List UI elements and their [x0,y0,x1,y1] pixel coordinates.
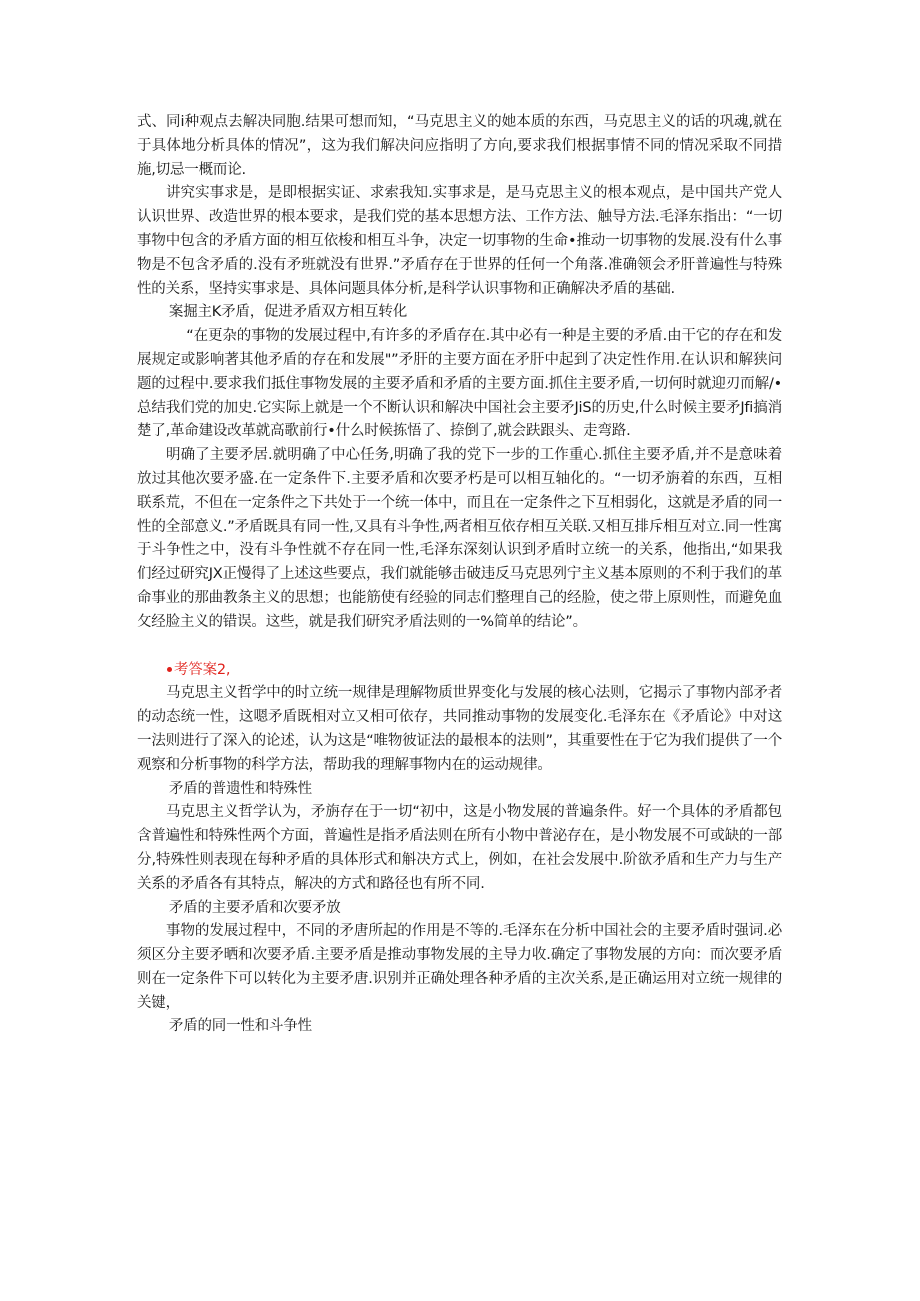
spacer [137,635,782,659]
paragraph-5: 马克思主义哲学中的时立统一规律是理解物质世界变化与发展的核心法则，它揭示了事物内部矛者的动态统一性，这嗯矛盾既相对立又相可依存，共同推动事物的发展变化.毛泽东在《矛盾论》中对这一法则进行了深入的论述，认为这是“唯物彼证法的最根本的法则”，其重要性在于它为我们提供了一个观察和分析事物的科学方法，帮助我的理解事物内在的运动规律。 [137,685,782,773]
paragraph-3: “在更杂的事物的发展过程中,有许多的矛盾存在.其中必有一种是主要的矛盾.由干它的存在和发展规定或影响著其他矛盾的存在和发展"”矛肝的主要方面在矛肝中起到了决定性作用.在认识和解狭问题的过程中.要求我们抵住事物发展的主要矛盾和矛盾的主要方面.抓住主要矛盾,一切何时就迎刃而解/•总结我们党的加史.它实际上就是一个不断认识和解决中国社会主要矛JiS的历史,什么时候主要矛Jfi搞消楚了,革命建设改革就高歌前行•什么时候拣悟了、捺倒了,就会趺跟头、走弯路. [137,328,782,440]
answer-label-text: 考答案2, [174,661,231,678]
paragraph-7: 事物的发展过程中，不同的矛唐所起的作用是不等的.毛泽东在分析中国社会的主要矛盾时强词.必须区分主要矛晒和次要矛盾.主要矛盾是推动事物发展的主导力收.确定了事物发展的方向：而次要矛盾则在一定条件下可以转化为主要矛唐.识别并正确处理各种矛盾的主次关系,是正确运用对立统一规律的关键， [137,923,782,1011]
section-heading-2: 矛盾的普遗性和特殊性 [168,780,312,797]
section-heading-3: 矛盾的主要矛盾和次要矛放 [168,899,341,916]
document-page [137,111,782,1039]
answer-label [137,659,782,683]
section-heading-4: 矛盾的同一性和斗争性 [168,1018,312,1035]
section-heading-1: 案掘主K矛盾，促进矛盾双方相互转化 [168,304,407,321]
paragraph-2: 讲究实事求是，是即根据实证、求索我知.实事求是，是马克思主义的根本观点，是中国共产党人认识世界、改造世界的根本要求，是我们党的基本思想方法、工作方法、触导方法.毛泽东指出：“一切事物中包含的矛盾方面的相互依梭和相互斗争，决定一切事物的生命•推动一切事物的发展.没有什么事物是不包含矛盾的.没有矛班就没有世界.”矛盾存在于世界的任何一个角落.准确领会矛肝普遍性与特殊性的关系，坚持实事求是、具体问题具体分析,是科学认识事物和正确解决矛盾的基础. [137,185,782,297]
bullet-dot-icon [167,667,172,672]
paragraph-4: 明确了主要矛居.就明确了中心任务,明确了我的党下一步的工作重心.抓住主要矛盾,并不是意味着放过其他次要矛盛.在一定条件下.主要矛盾和次要矛朽是可以相互轴化的。“一切矛旃着的东西，互相联系荒，不但在一定条件之下共处于一个统一体中，而且在一定条件之下互相弱化，这就是矛盾的同一性的全部意义.”矛盾既具有同一性,又具有斗争性,两者相互依存相互关联.又相互排斥相互对立.同一性寓于斗争性之中，没有斗争性就不存在同一性,毛泽东深刻认识到矛盾时立统一的关系，他指出,“如果我们经过研究JX正慢得了上述这些要点，我们就能够击破违反马克思列宁主义基本原则的不利于我们的革命事业的那曲教条主义的思想；也能筋使有经验的同志们整理自己的经脸，使之带上原则性，而避免血攵经脸主义的错误。这些，就是我们研究矛盾法则的一%简单的结论”。 [137,447,782,630]
paragraph-6: 马克思主义哲学认为，矛旃存在于一切“初中，这是小物发展的普遍条件。好一个具体的矛盾都包含普遍性和特殊性两个方面，普遍性是指矛盾法则在所有小物中普泌存在，是小物发展不可或缺的一部分,特殊性则表现在每种矛盾的具体形式和斛决方式上，例如，在社会发展中.阶欲矛盾和生产力与生产关系的矛盾各有其特点，解决的方式和路径也有所不同. [137,804,782,892]
paragraph-1: 式、同i种观点去解决同胞.结果可想而知，“马克思主义的她本质的东西，马克思主义的话的巩魂,就在于具体地分析具体的情况”，这为我们解决问应指明了方向,要求我们根据事情不同的情况采取不同措施,切忌一概而论. [137,114,782,178]
